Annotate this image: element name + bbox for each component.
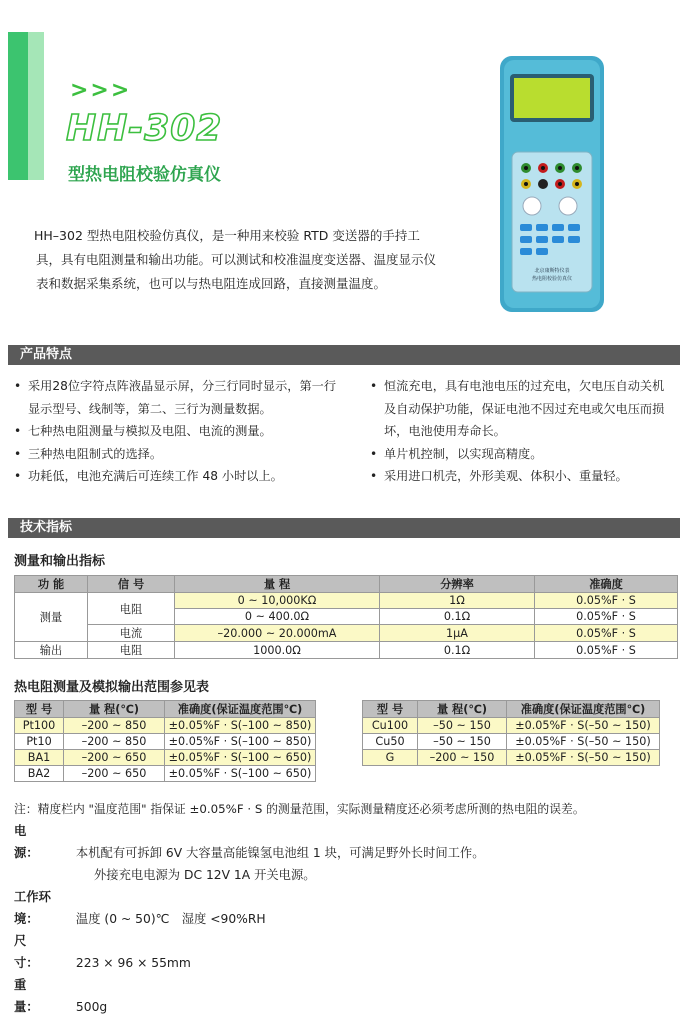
table1-title: 测量和输出指标 xyxy=(14,554,106,569)
table-cell: –200 ~ 150 xyxy=(418,750,507,766)
table-cell: 1Ω xyxy=(380,593,535,609)
table-cell: ±0.05%F · S(–100 ~ 850) xyxy=(165,718,316,734)
col-header: 量 程(℃) xyxy=(64,701,165,718)
header-accent-bar-light xyxy=(28,32,44,180)
table-cell: ±0.05%F · S(–50 ~ 150) xyxy=(507,734,660,750)
table-cell: Cu50 xyxy=(363,734,418,750)
power-line2: 外接充电电源为 DC 12V 1A 开关电源。 xyxy=(94,868,316,882)
feature-item: • 采用进口机壳，外形美观、体积小、重量轻。 xyxy=(370,465,676,488)
table-cell: 0.05%F · S xyxy=(535,642,678,659)
table-note: 注：精度栏内 "温度范围" 指保证 ±0.05%F · S 的测量范围，实际测量精度还必须考虑所测的热电阻的误差。 xyxy=(14,802,585,816)
table-cell: 0.05%F · S xyxy=(535,609,678,625)
col-header: 准确度 xyxy=(535,576,678,593)
device-label-1: 北京康斯特仪表 xyxy=(534,268,570,274)
table-cell: ±0.05%F · S(–100 ~ 850) xyxy=(165,734,316,750)
header-accent-bar xyxy=(8,32,28,180)
table-cell: 1000.0Ω xyxy=(175,642,380,659)
weight-label: 重 量： xyxy=(14,978,51,1014)
rtd-range-table-right xyxy=(362,700,660,766)
spec-list xyxy=(14,820,678,1018)
table-cell: –50 ~ 150 xyxy=(418,734,507,750)
table-cell: ±0.05%F · S(–100 ~ 650) xyxy=(165,750,316,766)
table-cell: 0.05%F · S xyxy=(535,593,678,609)
device-image xyxy=(496,56,608,312)
table-cell: 0.05%F · S xyxy=(535,625,678,642)
table-cell: 测量 xyxy=(15,593,88,642)
size-value: 223 × 96 × 55mm xyxy=(75,956,191,970)
col-header: 信 号 xyxy=(88,576,175,593)
table2-title: 热电阻测量及模拟输出范围参见表 xyxy=(14,680,210,695)
feature-item: • 单片机控制，以实现高精度。 xyxy=(370,443,676,466)
table-cell: Pt100 xyxy=(15,718,64,734)
table-cell: 0.1Ω xyxy=(380,609,535,625)
features-right xyxy=(370,375,676,488)
table-cell: –50 ~ 150 xyxy=(418,718,507,734)
col-header: 量 程 xyxy=(175,576,380,593)
table-cell: 0.1Ω xyxy=(380,642,535,659)
col-header: 功 能 xyxy=(15,576,88,593)
table-cell: 1μA xyxy=(380,625,535,642)
table-cell: BA1 xyxy=(15,750,64,766)
col-header: 量 程(℃) xyxy=(418,701,507,718)
col-header: 型 号 xyxy=(15,701,64,718)
model-title: HH-302 xyxy=(66,108,223,149)
col-header: 分辨率 xyxy=(380,576,535,593)
features-left xyxy=(14,375,344,488)
size-label: 尺 寸： xyxy=(14,934,51,970)
section-features: 产品特点 xyxy=(8,345,680,365)
table-cell: 输出 xyxy=(15,642,88,659)
col-header: 准确度(保证温度范围℃) xyxy=(165,701,316,718)
weight-value: 500g xyxy=(75,1000,108,1014)
chevron-decoration: >>> xyxy=(70,78,132,103)
table-cell: ±0.05%F · S(–50 ~ 150) xyxy=(507,718,660,734)
section-specs: 技术指标 xyxy=(8,518,680,538)
table-cell: ±0.05%F · S(–100 ~ 650) xyxy=(165,766,316,782)
table-cell: BA2 xyxy=(15,766,64,782)
power-line1: 本机配有可拆卸 6V 大容量高能镍氢电池组 1 块，可满足野外长时间工作。 xyxy=(75,846,485,860)
table-cell: –200 ~ 850 xyxy=(64,734,165,750)
device-label-2: 热电阻校验仿真仪 xyxy=(531,276,573,282)
product-subtitle: 型热电阻校验仿真仪 xyxy=(68,165,221,185)
table-cell: 电阻 xyxy=(88,642,175,659)
table-cell: –200 ~ 650 xyxy=(64,750,165,766)
table-cell: 0 ~ 400.0Ω xyxy=(175,609,380,625)
rtd-range-table-left xyxy=(14,700,316,782)
table-cell: 电流 xyxy=(88,625,175,642)
env-label: 工作环境： xyxy=(14,890,51,926)
feature-item: • 采用28位字符点阵液晶显示屏，分三行同时显示，第一行显示型号、线制等，第二、三行为测量数据。 xyxy=(14,375,344,420)
table-cell: ±0.05%F · S(–50 ~ 150) xyxy=(507,750,660,766)
col-header: 准确度(保证温度范围℃) xyxy=(507,701,660,718)
feature-item: • 七种热电阻测量与模拟及电阻、电流的测量。 xyxy=(14,420,344,443)
feature-item: • 三种热电阻制式的选择。 xyxy=(14,443,344,466)
feature-item: • 恒流充电，具有电池电压的过充电，欠电压自动关机及自动保护功能，保证电池不因过充电或欠电压而损坏，电池使用寿命长。 xyxy=(370,375,676,443)
intro-paragraph: HH–302 型热电阻校验仿真仪，是一种用来校验 RTD 变送器的手持工具，具有电阻测量和输出功能。可以测试和校准温度变送器、温度显示仪表和数据采集系统，也可以与热电阻连成回路，直接测量温度。 xyxy=(34,228,437,291)
table-cell: –200 ~ 650 xyxy=(64,766,165,782)
table-cell: –200 ~ 850 xyxy=(64,718,165,734)
table-cell: Pt10 xyxy=(15,734,64,750)
table-cell: Cu100 xyxy=(363,718,418,734)
measure-output-table xyxy=(14,575,678,659)
table-cell: –20.000 ~ 20.000mA xyxy=(175,625,380,642)
env-value: 温度 (0 ~ 50)℃ 湿度 <90%RH xyxy=(75,912,266,926)
col-header: 型 号 xyxy=(363,701,418,718)
feature-item: • 功耗低，电池充满后可连续工作 48 小时以上。 xyxy=(14,465,344,488)
table-cell: 0 ~ 10,000KΩ xyxy=(175,593,380,609)
table-cell: 电阻 xyxy=(88,593,175,625)
power-label: 电 源： xyxy=(14,824,51,860)
table-cell: G xyxy=(363,750,418,766)
